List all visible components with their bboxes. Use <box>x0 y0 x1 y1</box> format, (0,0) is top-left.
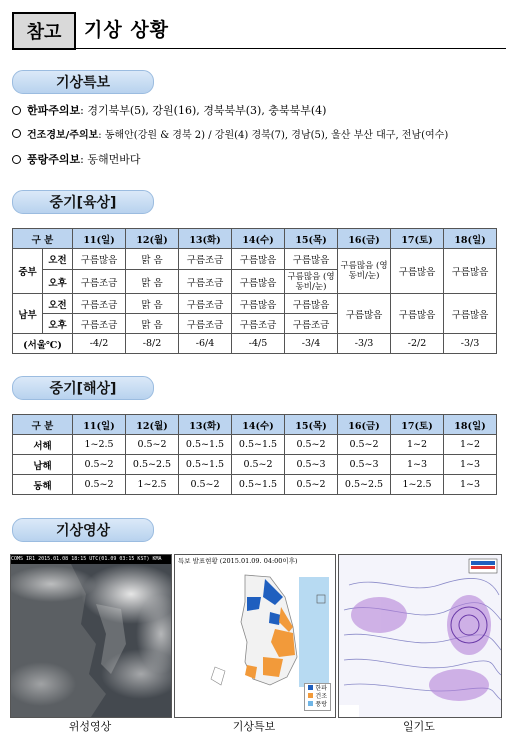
table-cell: 0.5~2 <box>179 475 232 495</box>
period-am: 오전 <box>43 249 73 270</box>
table-cell: -3/3 <box>338 334 391 354</box>
table-cell: 구름많음 <box>285 294 338 314</box>
section-land-heading <box>12 190 154 214</box>
table-cell: 0.5~2.5 <box>338 475 391 495</box>
legend-label: 풍랑 <box>315 701 327 708</box>
day-header: 12(월) <box>126 415 179 435</box>
warning-item <box>12 126 448 141</box>
table-cell: -6/4 <box>179 334 232 354</box>
table-cell: 구름많음 <box>73 249 126 270</box>
sea-region: 남해 <box>13 455 73 475</box>
table-cell: 맑 음 <box>126 314 179 334</box>
sea-region: 서해 <box>13 435 73 455</box>
table-cell: -3/4 <box>285 334 338 354</box>
sea-region: 동해 <box>13 475 73 495</box>
warning-item <box>12 102 326 118</box>
table-cell: 1~3 <box>444 475 497 495</box>
day-header: 18(일) <box>444 415 497 435</box>
legend-item <box>308 685 327 693</box>
caption-warning-map: 기상특보 <box>232 720 276 733</box>
warning-label: 풍랑주의보 <box>27 153 81 166</box>
table-cell: 1~2 <box>391 435 444 455</box>
table-cell: 구름많음 (영동비/눈) <box>338 249 391 294</box>
table-cell: 1~2.5 <box>73 435 126 455</box>
table-corner: 구 분 <box>13 415 73 435</box>
satellite-header: COMS IR1 2015.01.08 18:15 UTC(01.09 03:15 KST) KMA <box>11 555 171 564</box>
table-header-row <box>13 415 497 435</box>
table-row <box>13 249 497 270</box>
section-land-label: 중기[육상] <box>49 195 117 211</box>
day-header: 14(수) <box>232 415 285 435</box>
caption-satellite: 위성영상 <box>68 720 112 733</box>
table-cell: 구름조금 <box>179 294 232 314</box>
table-cell: 0.5~2 <box>126 435 179 455</box>
table-cell: 0.5~3 <box>338 455 391 475</box>
table-cell: -4/2 <box>73 334 126 354</box>
table-cell: 구름많음 <box>338 294 391 334</box>
table-cell: 1~3 <box>444 455 497 475</box>
table-cell: 0.5~1.5 <box>179 455 232 475</box>
table-cell: 구름조금 <box>179 270 232 294</box>
table-corner: 구 분 <box>13 229 73 249</box>
table-cell: 맑 음 <box>126 270 179 294</box>
table-cell: -4/5 <box>232 334 285 354</box>
table-cell: 0.5~1.5 <box>232 435 285 455</box>
table-header-row <box>13 229 497 249</box>
table-cell: 구름많음 <box>391 249 444 294</box>
section-images-heading <box>12 518 154 542</box>
title-divider <box>76 48 506 49</box>
table-cell: -2/2 <box>391 334 444 354</box>
table-cell: 1~2.5 <box>126 475 179 495</box>
table-cell: 구름조금 <box>73 294 126 314</box>
legend-label: 건조 <box>315 693 327 700</box>
table-cell: 0.5~2 <box>285 475 338 495</box>
sea-forecast-table <box>12 414 497 495</box>
table-cell: 맑 음 <box>126 249 179 270</box>
table-cell: 구름많음 <box>232 270 285 294</box>
region-central: 중부 <box>13 249 43 294</box>
period-pm: 오후 <box>43 314 73 334</box>
satellite-picture <box>11 564 171 717</box>
section-images-label: 기상영상 <box>55 523 111 539</box>
day-header: 17(토) <box>391 229 444 249</box>
table-cell: 구름조금 <box>73 270 126 294</box>
circle-bullet-icon <box>12 106 21 115</box>
map-header: 특보 발표현황 (2015.01.09. 04:00이후) <box>178 557 298 565</box>
weather-chart-image <box>338 554 502 718</box>
day-header: 14(수) <box>232 229 285 249</box>
table-cell: 0.5~2 <box>232 455 285 475</box>
table-cell: 0.5~2 <box>285 435 338 455</box>
table-cell: 0.5~2 <box>73 475 126 495</box>
day-header: 13(화) <box>179 229 232 249</box>
reference-tag <box>12 12 76 50</box>
warning-label: 건조경보/주의보 <box>27 130 99 141</box>
table-cell: -3/3 <box>444 334 497 354</box>
table-cell: 0.5~1.5 <box>179 435 232 455</box>
land-forecast-table <box>12 228 497 354</box>
warning-map-image <box>174 554 336 718</box>
legend-swatch-icon <box>308 701 313 706</box>
day-header: 13(화) <box>179 415 232 435</box>
day-header: 15(목) <box>285 415 338 435</box>
warning-text: : 동해먼바다 <box>80 153 141 166</box>
table-cell: 구름많음 (영동비/눈) <box>285 270 338 294</box>
day-header: 16(금) <box>338 229 391 249</box>
table-row <box>13 334 497 354</box>
warning-label: 한파주의보 <box>27 104 81 117</box>
legend-swatch-icon <box>308 693 313 698</box>
map-legend <box>304 683 331 711</box>
synoptic-chart <box>339 555 501 717</box>
day-header: 16(금) <box>338 415 391 435</box>
table-cell: 구름조금 <box>179 314 232 334</box>
legend-swatch-icon <box>308 685 313 690</box>
table-cell: 구름조금 <box>232 314 285 334</box>
table-row <box>13 294 497 314</box>
day-header: 15(목) <box>285 229 338 249</box>
table-cell: 구름조금 <box>285 314 338 334</box>
table-cell: -8/2 <box>126 334 179 354</box>
table-cell: 구름조금 <box>73 314 126 334</box>
table-cell: 0.5~3 <box>285 455 338 475</box>
table-cell: 맑 음 <box>126 294 179 314</box>
region-south: 남부 <box>13 294 43 334</box>
caption-weather-chart: 일기도 <box>403 720 435 733</box>
table-cell: 구름많음 <box>444 294 497 334</box>
table-row <box>13 455 497 475</box>
satellite-image <box>10 554 172 718</box>
warning-text: : 동해안(강원 & 경북 2) / 강원(4) 경북(7), 경남(5), 울산 부산 대구, 전남(여수) <box>98 130 449 141</box>
table-cell: 0.5~2 <box>338 435 391 455</box>
table-cell: 1~2.5 <box>391 475 444 495</box>
day-header: 12(월) <box>126 229 179 249</box>
table-cell: 0.5~2.5 <box>126 455 179 475</box>
warning-text: : 경기북부(5), 강원(16), 경북북부(3), 충북북부(4) <box>80 104 327 117</box>
table-cell: 구름조금 <box>179 249 232 270</box>
day-header: 11(일) <box>73 415 126 435</box>
table-cell: 구름많음 <box>232 294 285 314</box>
table-cell: 0.5~1.5 <box>232 475 285 495</box>
legend-label: 한파 <box>315 685 327 692</box>
section-sea-heading <box>12 376 154 400</box>
table-cell: 1~2 <box>444 435 497 455</box>
section-sea-label: 중기[해상] <box>49 381 117 397</box>
table-cell: 1~3 <box>391 455 444 475</box>
warning-item <box>12 151 140 167</box>
table-cell: 구름많음 <box>391 294 444 334</box>
section-warnings-label: 기상특보 <box>55 75 111 91</box>
table-row <box>13 475 497 495</box>
legend-item <box>308 693 327 701</box>
table-cell: 구름많음 <box>285 249 338 270</box>
page-title: 기상 상황 <box>84 19 170 41</box>
table-cell: 구름많음 <box>232 249 285 270</box>
reference-tag-label: 참고 <box>26 22 62 43</box>
period-pm: 오후 <box>43 270 73 294</box>
legend-item <box>308 701 327 709</box>
day-header: 17(토) <box>391 415 444 435</box>
day-header: 11(일) <box>73 229 126 249</box>
circle-bullet-icon <box>12 129 21 138</box>
temp-label: (서울℃) <box>13 334 73 354</box>
table-cell: 구름많음 <box>444 249 497 294</box>
table-cell: 0.5~2 <box>73 455 126 475</box>
circle-bullet-icon <box>12 155 21 164</box>
section-warnings-heading <box>12 70 154 94</box>
day-header: 18(일) <box>444 229 497 249</box>
table-row <box>13 435 497 455</box>
period-am: 오전 <box>43 294 73 314</box>
